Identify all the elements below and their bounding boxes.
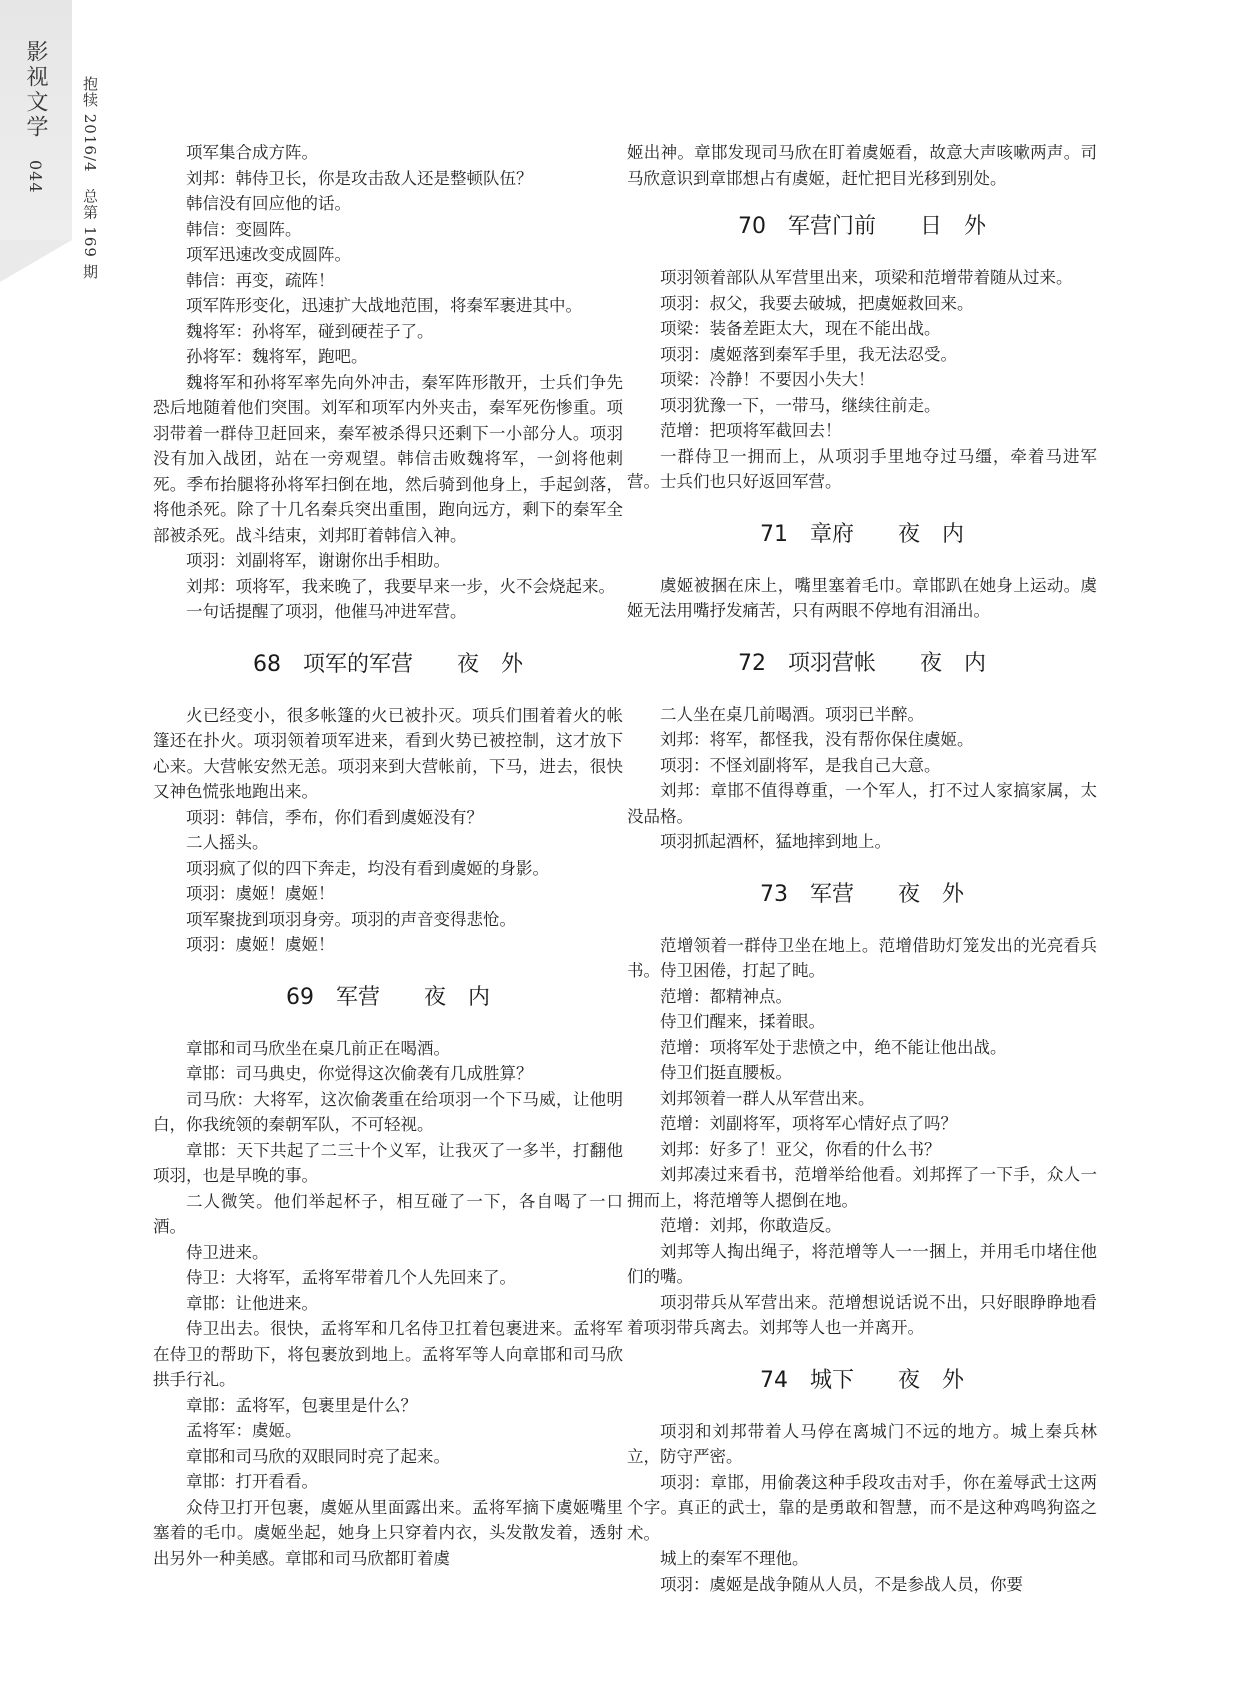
- paragraph: 魏将军和孙将军率先向外冲击，秦军阵形散开，士兵们争先恐后地随着他们突围。刘军和项军内外夹击，秦军死伤惨重。项羽带着一群侍卫赶回来，秦军被杀得只还剩下一小部分人。项羽没有加入战团，站在一旁观望。韩信击败魏将军，一剑将他刺死。季布抬腿将孙将军扫倒在地，然后骑到他身上，手起剑落，将他杀死。除了十几名秦兵突出重围，跑向远方，剩下的秦军全部被杀死。战斗结束，刘邦盯着韩信入神。: [153, 372, 623, 545]
- paragraph: 一句话提醒了项羽，他催马冲进军营。: [186, 602, 467, 621]
- paragraph: 项军集合成方阵。: [186, 143, 318, 162]
- paragraph: 范增：把项将军截回去！: [660, 421, 842, 440]
- paragraph: 火已经变小，很多帐篷的火已被扑灭。项兵们围着着火的帐篷还在扑火。项羽领着项军进来，看到火势已被控制，这才放下心来。大营帐安然无恙。项羽来到大营帐前，下马，进去，很快又神色慌张地跑出来。: [153, 705, 623, 801]
- paragraph: 韩信：再变，疏阵！: [186, 270, 335, 290]
- scene-heading-69: 69 军营 夜 内: [286, 984, 490, 1010]
- page-number: 044: [26, 160, 45, 194]
- paragraph: 范增：项将军处于悲愤之中，绝不能让他出战。: [660, 1037, 1007, 1057]
- paragraph: 一群侍卫一拥而上，从项羽手里地夺过马缰，牵着马进军营。士兵们也只好返回军营。: [627, 446, 1097, 491]
- paragraph: 项羽领着部队从军营里出来，项梁和范增带着随从过来。: [660, 268, 1073, 287]
- paragraph: 项军阵形变化，迅速扩大战地范围，将秦军裹进其中。: [186, 296, 582, 315]
- paragraph: 孙将军：魏将军，跑吧。: [186, 347, 368, 366]
- paragraph: 司马欣：大将军，这次偷袭重在给项羽一个下马威，让他明白，你我统领的秦朝军队，不可轻视。: [153, 1089, 623, 1134]
- paragraph: 刘邦：韩侍卫长，你是攻击敌人还是整顿队伍？: [186, 168, 533, 188]
- paragraph: 侍卫：大将军，孟将军带着几个人先回来了。: [186, 1268, 516, 1287]
- paragraph: 章邯：孟将军，包裹里是什么？: [186, 1395, 417, 1415]
- paragraph: 虞姬被捆在床上，嘴里塞着毛巾。章邯趴在她身上运动。虞姬无法用嘴抒发痛苦，只有两眼不停地有泪涌出。: [627, 575, 1097, 620]
- scene-heading-68: 68 项军的军营 夜 外: [253, 651, 523, 677]
- paragraph: 刘邦凑过来看书，范增举给他看。刘邦挥了一下手，众人一拥而上，将范增等人摁倒在地。: [627, 1165, 1097, 1210]
- scene-heading-74: 74 城下 夜 外: [760, 1367, 964, 1393]
- paragraph: 项军迅速改变成圆阵。: [186, 245, 351, 264]
- paragraph: 项梁：冷静！不要因小失大！: [660, 370, 875, 389]
- paragraph: 章邯：让他进来。: [186, 1293, 318, 1313]
- paragraph: 项羽和刘邦带着人马停在离城门不远的地方。城上秦兵林立，防守严密。: [627, 1421, 1097, 1466]
- paragraph: 章邯：打开看看。: [186, 1472, 318, 1491]
- paragraph: 项羽：虞姬是战争随从人员，不是参战人员，你要: [660, 1574, 1023, 1594]
- paragraph: 侍卫们挺直腰板。: [660, 1063, 792, 1082]
- paragraph: 刘邦：将军，都怪我，没有帮你保住虞姬。: [660, 730, 974, 749]
- paragraph: 韩信：变圆阵。: [186, 219, 302, 239]
- scene-heading-70: 70 军营门前 日 外: [738, 214, 986, 239]
- right-column: [627, 140, 1097, 1597]
- paragraph: 刘邦：好多了！亚父，你看的什么书？: [660, 1139, 941, 1159]
- scene-heading-71: 71 章府 夜 内: [760, 521, 964, 547]
- paragraph: 侍卫进来。: [186, 1242, 269, 1262]
- paragraph: 章邯：天下共起了二三十个义军，让我灭了一多半，打翻他项羽，也是早晚的事。: [153, 1140, 623, 1185]
- paragraph-continued: 姬出神。章邯发现司马欣在盯着虞姬看，故意大声咳嗽两声。司马欣意识到章邯想占有虞姬，赶忙把目光移到别处。: [627, 143, 1097, 188]
- paragraph: 刘邦等人掏出绳子，将范增等人一一捆上，并用毛巾堵住他们的嘴。: [627, 1241, 1097, 1286]
- paragraph: 项羽犹豫一下，一带马，继续往前走。: [660, 395, 941, 415]
- paragraph: 项梁：装备差距太大，现在不能出战。: [660, 319, 941, 338]
- magazine-title: 影视文学: [23, 40, 48, 140]
- paragraph: 项羽带兵从军营出来。范增想说话说不出，只好眼睁睁地看着项羽带兵离去。刘邦等人也一并离开。: [627, 1292, 1097, 1337]
- paragraph: 侍卫们醒来，揉着眼。: [660, 1012, 825, 1031]
- paragraph: 二人微笑。他们举起杯子，相互碰了一下，各自喝了一口酒。: [153, 1191, 623, 1236]
- paragraph: 刘邦：项将军，我来晚了，我要早来一步，火不会烧起来。: [186, 576, 615, 596]
- scene-heading-72: 72 项羽营帐 夜 内: [738, 650, 986, 676]
- paragraph: 二人摇头。: [186, 833, 269, 852]
- paragraph: 项军聚拢到项羽身旁。项羽的声音变得悲怆。: [186, 909, 516, 929]
- paragraph: 城上的秦军不理他。: [660, 1549, 809, 1568]
- paragraph: 韩信没有回应他的话。: [186, 194, 351, 213]
- paragraph: 范增：刘邦，你敢造反。: [660, 1216, 842, 1235]
- paragraph: 项羽：叔父，我要去破城，把虞姬救回来。: [660, 293, 974, 313]
- paragraph: 侍卫出去。很快，孟将军和几名侍卫扛着包裹进来。孟将军在侍卫的帮助下，将包裹放到地上。孟将军等人向章邯和司马欣拱手行礼。: [153, 1319, 623, 1389]
- paragraph: 章邯和司马欣的双眼同时亮了起来。: [186, 1446, 450, 1466]
- paragraph: 项羽：韩信，季布，你们看到虞姬没有？: [186, 807, 483, 827]
- scene-heading-73: 73 军营 夜 外: [760, 881, 964, 907]
- paragraph: 魏将军：孙将军，碰到硬茬子了。: [186, 321, 434, 341]
- paragraph: 项羽：不怪刘副将军，是我自己大意。: [660, 755, 941, 775]
- paragraph: 项羽抓起酒杯，猛地摔到地上。: [660, 832, 891, 851]
- paragraph: 范增：刘副将军，项将军心情好点了吗？: [660, 1114, 957, 1133]
- paragraph: 范增：都精神点。: [660, 986, 792, 1006]
- paragraph: 众侍卫打开包裹，虞姬从里面露出来。孟将军摘下虞姬嘴里塞着的毛巾。虞姬坐起，她身上只穿着内衣，头发散发着，透射出另外一种美感。章邯和司马欣都盯着虞: [153, 1497, 623, 1568]
- paragraph: 二人坐在桌几前喝酒。项羽已半醉。: [660, 704, 924, 724]
- paragraph: 刘邦领着一群人从军营出来。: [660, 1088, 875, 1108]
- page-edge-corner: [0, 240, 72, 282]
- paragraph: 项羽：虞姬！虞姬！: [186, 884, 335, 903]
- paragraph: 项羽：章邯，用偷袭这种手段攻击对手，你在羞辱武士这两个字。真正的武士，靠的是勇敢和智慧，而不是这种鸡鸣狗盗之术。: [627, 1472, 1097, 1543]
- paragraph: 项羽：虞姬落到秦军手里，我无法忍受。: [660, 344, 957, 364]
- paragraph: 项羽：虞姬！虞姬！: [186, 935, 335, 954]
- paragraph: 孟将军：虞姬。: [186, 1421, 302, 1440]
- paragraph: 章邯和司马欣坐在桌几前正在喝酒。: [186, 1038, 450, 1058]
- paragraph: 刘邦：章邯不值得尊重，一个军人，打不过人家搞家属，太没品格。: [627, 781, 1097, 826]
- paragraph: 范增领着一群侍卫坐在地上。范增借助灯笼发出的光亮看兵书。侍卫困倦，打起了盹。: [627, 935, 1097, 980]
- issue-info: 抱犊 2016/4 总第 169 期: [81, 76, 99, 280]
- paragraph: 章邯：司马典史，你觉得这次偷袭有几成胜算？: [186, 1064, 533, 1083]
- paragraph: 项羽：刘副将军，谢谢你出手相助。: [186, 551, 450, 570]
- left-column: [153, 140, 623, 1571]
- paragraph: 项羽疯了似的四下奔走，均没有看到虞姬的身影。: [186, 858, 549, 878]
